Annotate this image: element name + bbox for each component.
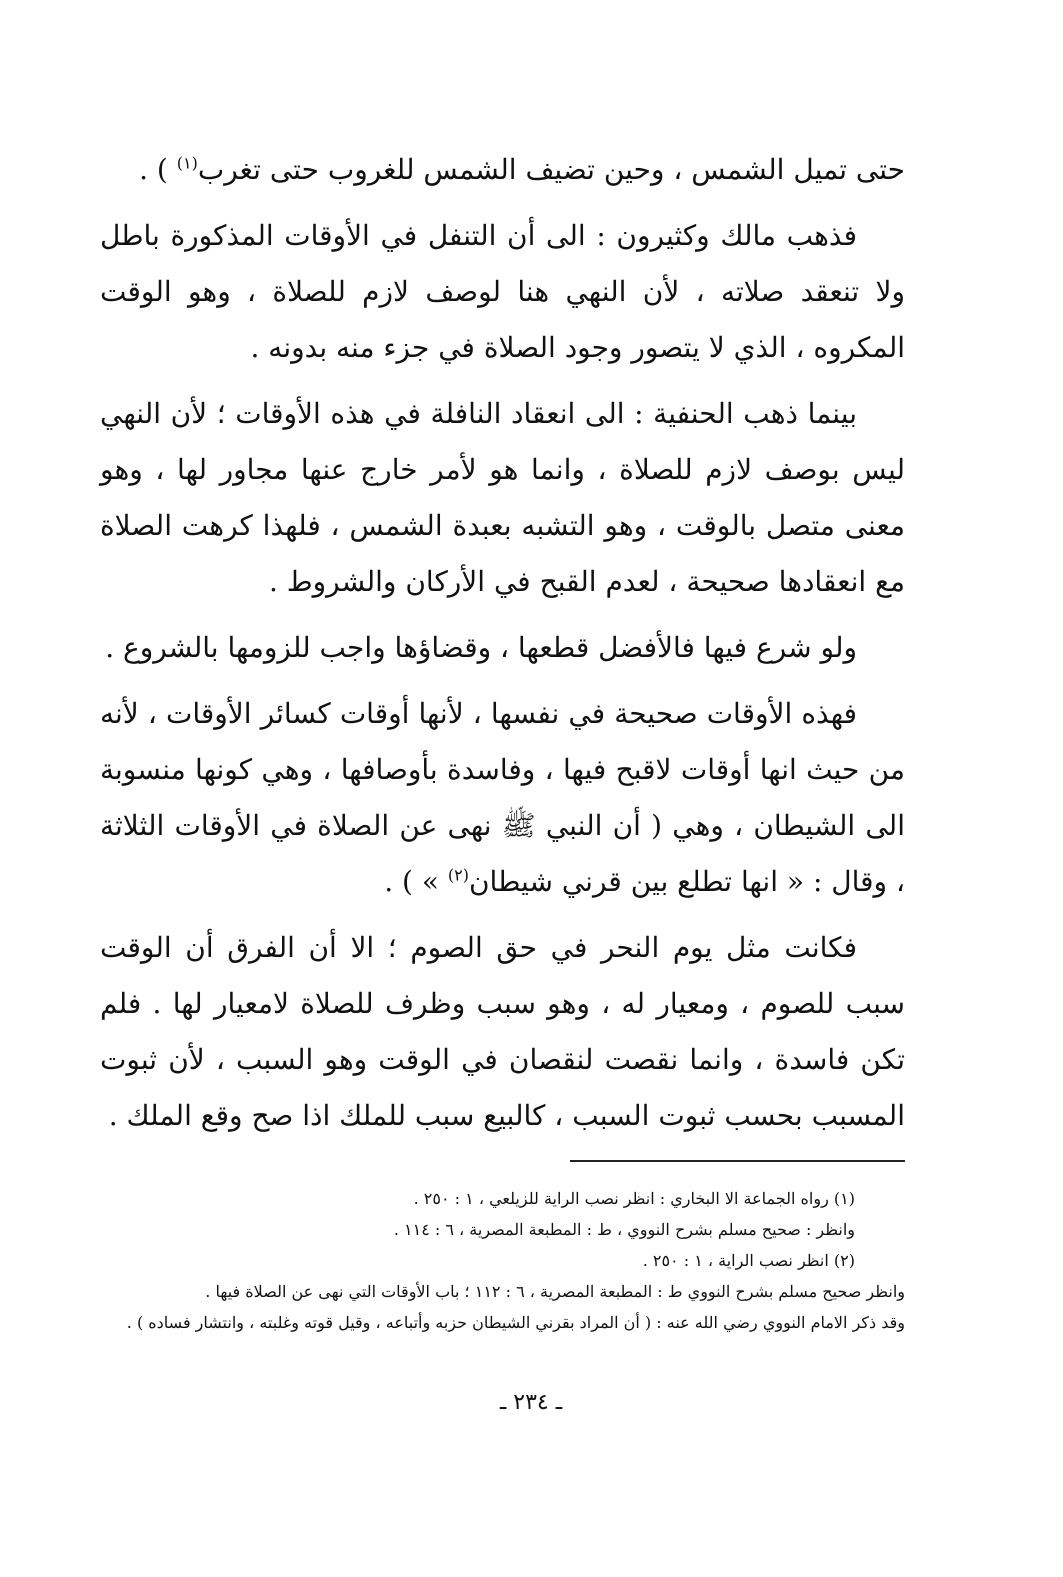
footnote-line: (١) رواه الجماعة الا البخاري : انظر نصب الراية للزيلعي ، ١ : ٢٥٠ .: [413, 1189, 855, 1208]
footnote-line: وقد ذكر الامام النووي رضي الله عنه : ( أن المراد بقرني الشيطان حزبه وأتباعه ، وقيل قوته وغلبته ، وانتشار فساده ) .: [126, 1313, 905, 1332]
footnote-line: وانظر : صحيح مسلم بشرح النووي ، ط : المطبعة المصرية ، ٦ : ١١٤ .: [393, 1220, 855, 1239]
paragraph-maliki-view: فذهب مالك وكثيرون : الى أن التنفل في الأوقات المذكورة باطل ولا تنعقد صلاته ، لأن النهي هنا لوصف لازم للصلاة ، وهو الوقت المكروه ، الذي لا يتصور وجود الصلاة في جزء منه بدونه .: [100, 219, 905, 364]
footnote-line: وانظر صحيح مسلم بشرح النووي ط : المطبعة المصرية ، ٦ : ١١٢ ؛ باب الأوقات التي نهى عن الصلاة فيها .: [205, 1282, 905, 1301]
footnote-marker-2: (٢): [447, 865, 469, 885]
paragraph-breaking-prayer: ولو شرع فيها فالأفضل قطعها ، وقضاؤها واجب للزومها بالشروع .: [105, 631, 857, 664]
footnote-line: (٢) انظر نصب الراية ، ١ : ٢٥٠ .: [642, 1251, 855, 1270]
page-number: ـ ٢٣٤ ـ: [499, 1390, 563, 1415]
footnote-marker-1: (١): [176, 153, 198, 173]
paragraph-times-valid: فهذه الأوقات صحيحة في نفسها ، لأنها أوقات كسائر الأوقات ، لأنه من حيث انها أوقات لاقبح فيها ، وفاسدة بأوصافها ، وهي كونها منسوبة الى الشيطان ، وهي ( أن النبي ﷺ نهى عن الصلاة في الأوقات الثلاثة ، وقال : « انها تطلع بين قرني شيطان$^{(٢)}$ » ) .: [100, 697, 905, 898]
main-text: [100, 142, 905, 1144]
footnote-divider: [570, 1160, 905, 1162]
paragraph-hanafi-view: بينما ذهب الحنفية : الى انعقاد النافلة في هذه الأوقات ؛ لأن النهي ليس بوصف لازم للصلاة ، وانما هو لأمر خارج عنها مجاور لها ، وهو معنى متصل بالوقت ، وهو التشبه بعبدة الشمس ، فلهذا كرهت الصلاة مع انعقادها صحيحة ، لعدم القبح في الأركان والشروط .: [100, 397, 905, 598]
footnotes: [100, 1183, 905, 1338]
paragraph-day-of-sacrifice: فكانت مثل يوم النحر في حق الصوم ؛ الا أن الفرق أن الوقت سبب للصوم ، ومعيار له ، وهو سبب وظرف للصلاة لامعيار لها . فلم تكن فاسدة ، وانما نقصت لنقصان في الوقت وهو السبب ، لأن ثبوت المسبب بحسب ثبوت السبب ، كالبيع سبب للملك اذا صح وقع الملك .: [100, 931, 905, 1132]
paragraph-continuation: حتى تميل الشمس ، وحين تضيف الشمس للغروب حتى تغرب$^{(١)}$ ) .: [139, 153, 905, 186]
